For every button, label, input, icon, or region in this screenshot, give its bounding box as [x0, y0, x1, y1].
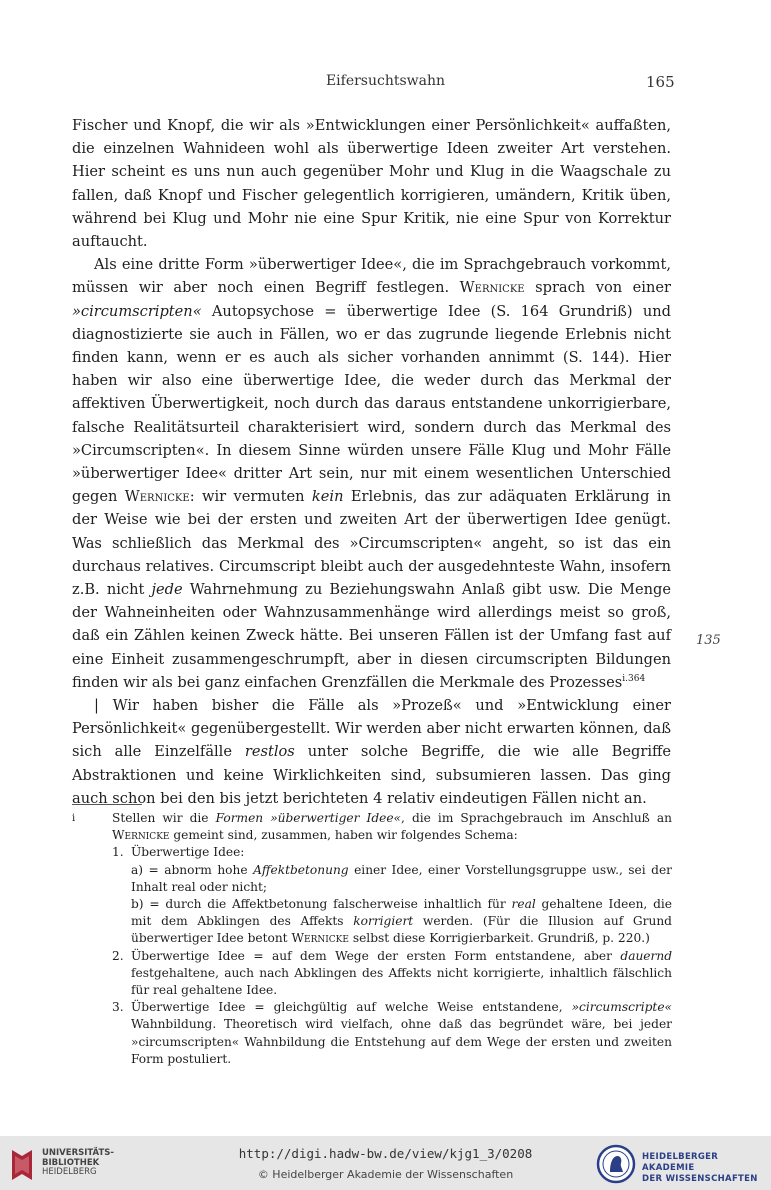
text-run: festgehaltene, auch nach Abklingen des Affekts nicht korrigierte, inhaltlich fälschlich für real gehaltene Idee.	[131, 965, 672, 998]
footnote-reference[interactable]: i.364	[622, 674, 646, 685]
text-run: werden. (Für die Illusion auf Grund überwertiger Idee betont	[131, 914, 672, 946]
text-run: Als eine dritte Form »überwertiger Idee«, die im Sprachgebrauch vorkommt, müssen wir aber noch einen Begriff festlegen.	[72, 256, 671, 297]
ub-line-3: HEIDELBERG	[42, 1167, 97, 1178]
item-number: 1.	[112, 845, 124, 860]
text-run: Erlebnis, das zur adäquaten Erklärung in der Weise wie bei der ersten und zweiten Art der überwertigen Idee genügt. Was schließlich das Merkmal des »Circumscripten« angeht, so ist das ein durchaus relatives. Circumscript bleibt auch der ausgedehnteste Wahn, insofern z.B. nicht	[72, 488, 671, 599]
text-run: Überwertige Idee = gleichgültig auf welche Weise entstandene,	[131, 1000, 572, 1015]
footnote-subitem-b	[131, 896, 672, 948]
emphasis: »circumscripten«	[72, 302, 202, 320]
item-body	[131, 948, 672, 1000]
item-number: 2.	[112, 948, 124, 963]
text-run: a) = abnorm hohe	[131, 862, 254, 877]
hadw-line-1: HEIDELBERGER AKADEMIE	[642, 1152, 719, 1173]
author-name: Wernicke	[459, 279, 525, 297]
footnote-intro-text	[112, 810, 672, 844]
academy-seal-icon[interactable]	[596, 1144, 636, 1184]
hadw-line-2: DER WISSENSCHAFTEN	[642, 1174, 758, 1184]
text-run: Stellen wir die	[112, 811, 216, 825]
text-run: einer Idee, einer Vorstellungsgruppe usw., sei der Inhalt real oder nicht;	[131, 862, 672, 894]
page-number: 165	[646, 73, 675, 91]
emphasis: jede	[151, 581, 183, 599]
footnote-mark: i	[72, 813, 76, 824]
paragraph-3	[72, 694, 671, 810]
text-run: sprach von einer	[524, 279, 671, 297]
footer-bar	[0, 1136, 771, 1190]
body-text	[72, 114, 671, 810]
text-run: Wahnbildung. Theoretisch wird vielfach, ohne daß das begründet wäre, bei jeder »circumscripten« Wahnbildung die Entstehung auf dem Wege der ersten und zweiten Form postuliert.	[131, 1017, 672, 1066]
emphasis: korrigiert	[353, 914, 414, 929]
emphasis: kein	[311, 488, 344, 506]
emphasis: dauernd	[620, 948, 672, 963]
text-run: , die im Sprachgebrauch im Anschluß an	[401, 811, 672, 825]
footnote-item-1	[112, 844, 672, 861]
text-run: | Wir haben bisher die Fälle als »Prozeß« und »Entwicklung einer Persönlichkeit« gegenübergestellt. Wir werden aber nicht erwarten können, daß sich alle Einzelfälle	[72, 697, 671, 761]
footnote-item-3	[112, 999, 672, 1068]
text-run: unter solche Begriffe, die wie alle Begriffe Abstraktionen und keine Wirklichkeiten sind, subsumieren lassen. Das ging auch schon bei den bis jetzt berichteten 4 relativ eindeutigen Fällen nicht an.	[72, 743, 671, 807]
item-body	[131, 999, 672, 1068]
item-title: Überwertige Idee:	[131, 845, 245, 860]
copyright-notice: © Heidelberger Akademie der Wissenschaften	[257, 1168, 514, 1181]
footnote-list	[72, 844, 672, 1068]
item-number: 3.	[112, 1000, 124, 1015]
footnote-intro	[72, 810, 672, 844]
text-run: Autopsychose = überwertige Idee (S. 164 Grundriß) und diagnostizierte sie auch in Fällen, wo er das zugrunde liegende Erlebnis nicht finden kann, wenn er es auch als sicher vorhanden annimmt (S. 144). Hier haben wir also eine überwertige Idee, die weder durch das Merkmal der affektiven Überwertigkeit, noch durch das daraus entstandene unkorrigierbare, falsche Realitätsurteil charakterisiert wird, sondern durch das Merkmal des »Circumscripten«. In diesem Sinne würden unsere Fälle Klug und Mohr Fälle »überwertiger Idee« dritter Art sein, nur mit einem wesentlichen Unterschied gegen	[72, 302, 671, 506]
emphasis: Affektbetonung	[253, 862, 349, 877]
paragraph-2	[72, 253, 671, 694]
text-run: b) = durch die Affektbetonung falscherweise inhaltlich für	[131, 897, 512, 912]
footnote-item-2	[112, 948, 672, 1000]
author-name: Wernicke	[291, 931, 349, 946]
academy-name[interactable]	[642, 1152, 771, 1185]
running-header-title: Eifersuchtswahn	[325, 73, 446, 89]
permalink-url[interactable]: http://digi.hadw-bw.de/view/kjg1_3/0208	[238, 1146, 533, 1161]
author-name: Wernicke	[124, 488, 190, 506]
author-name: Wernicke	[112, 828, 170, 843]
text-run: gehaltene Ideen, die mit dem Abklingen des Affekts	[131, 897, 673, 929]
footnote-subitem-a	[131, 862, 672, 896]
text-run: Wahrnehmung zu Beziehungswahn Anlaß gibt usw. Die Menge der Wahneinheiten oder Wahnzusammenhänge wird allerdings meist so groß, daß ein Zählen keinen Zweck hätte. Bei unseren Fällen ist der Umfang fast auf eine Einheit zusammengeschrumpft, aber in diesen circumscripten Bildungen finden wir als bei ganz einfachen Grenzfällen die Merkmale des Prozesses	[72, 581, 672, 691]
ub-line-1: UNIVERSITÄTS-	[42, 1148, 114, 1158]
emphasis: real	[511, 897, 536, 912]
text-run: : wir vermuten	[189, 488, 312, 506]
margin-page-reference: 135	[696, 633, 721, 648]
paragraph-1: Fischer und Knopf, die wir als »Entwicklungen einer Persönlichkeit« auffaßten, die einzelnen Wahnideen wohl als überwertige Ideen zweiter Art verstehen. Hier scheint es uns nun auch gegenüber Mohr und Klug in die Waagschale zu fallen, daß Knopf und Fischer gelegentlich korrigieren, umändern, Kritik üben, während bei Klug und Mohr nie eine Spur Kritik, nie eine Spur von Korrektur auftaucht.	[72, 117, 671, 251]
emphasis: »circumscripte«	[571, 1000, 672, 1015]
text-run: gemeint sind, zusammen, haben wir folgendes Schema:	[169, 828, 518, 843]
emphasis: Formen »überwertiger Idee«	[215, 811, 402, 825]
text-run: selbst diese Korrigierbarkeit. Grundriß, p. 220.)	[348, 931, 650, 946]
footnote-rule	[72, 804, 142, 805]
emphasis: restlos	[244, 743, 295, 761]
ub-line-2: BIBLIOTHEK	[42, 1157, 100, 1168]
footnote	[72, 810, 672, 1068]
text-run: Überwertige Idee = auf dem Wege der ersten Form entstandene, aber	[131, 948, 621, 963]
